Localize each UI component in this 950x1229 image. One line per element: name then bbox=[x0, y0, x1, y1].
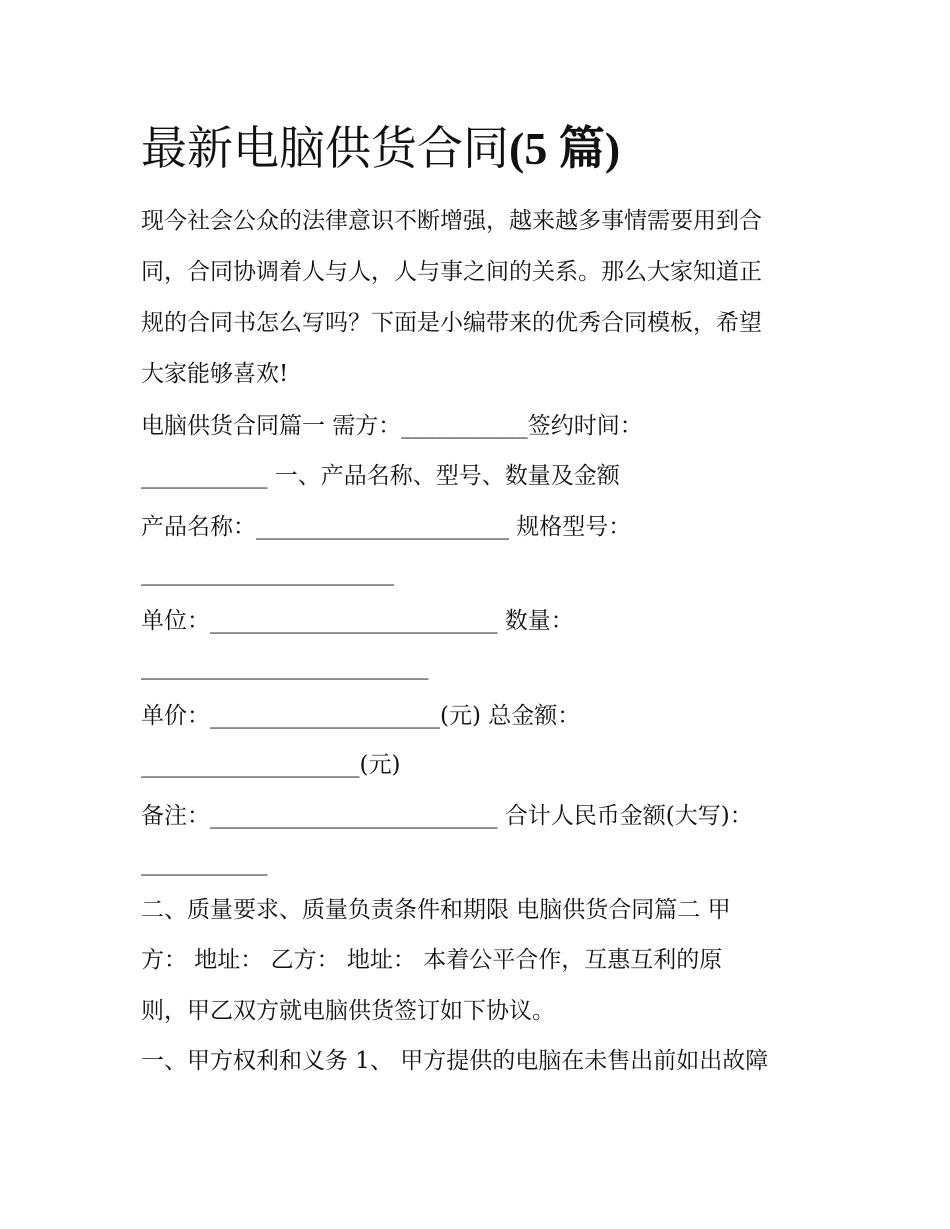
paragraph-line: 一、甲方权利和义务 1、 甲方提供的电脑在未售出前如出故障 bbox=[141, 1048, 769, 1074]
paragraph-line: 规的合同书怎么写吗？下面是小编带来的优秀合同模板，希望 bbox=[141, 310, 762, 336]
paragraph-line: ______________________ bbox=[141, 560, 394, 586]
paragraph-line: ___________ 一、产品名称、型号、数量及金额 bbox=[141, 463, 620, 489]
paragraph-line: 则，甲乙双方就电脑供货签订如下协议。 bbox=[141, 998, 555, 1024]
paragraph-line: 大家能够喜欢! bbox=[141, 361, 289, 387]
paragraph-line: 方： 地址： 乙方： 地址： 本着公平合作，互惠互利的原 bbox=[141, 947, 723, 973]
paragraph-line: ___________ bbox=[141, 850, 268, 876]
paragraph-line: 备注：_________________________ 合计人民币金额(大写)： bbox=[141, 803, 753, 829]
paragraph-line: ___________________(元) bbox=[141, 752, 401, 778]
title-text: 最新电脑供货合同 bbox=[141, 121, 509, 175]
paragraph-line: 单价：____________________(元) 总金额： bbox=[141, 703, 581, 729]
paragraph-line: 产品名称：______________________ 规格型号： bbox=[141, 514, 632, 540]
paragraph-line: 同，合同协调着人与人，人与事之间的关系。那么大家知道正 bbox=[141, 259, 762, 285]
paragraph-line: 单位：_________________________ 数量： bbox=[141, 608, 574, 634]
paragraph-line: 电脑供货合同篇一 需方：___________签约时间： bbox=[141, 413, 643, 439]
paragraph-line: 现今社会公众的法律意识不断增强，越来越多事情需要用到合 bbox=[141, 208, 762, 234]
document-title bbox=[141, 118, 620, 179]
paragraph-line: 二、质量要求、质量负责条件和期限 电脑供货合同篇二 甲 bbox=[141, 897, 731, 923]
paragraph-line: _________________________ bbox=[141, 654, 429, 680]
title-suffix: (5 篇) bbox=[509, 123, 621, 174]
